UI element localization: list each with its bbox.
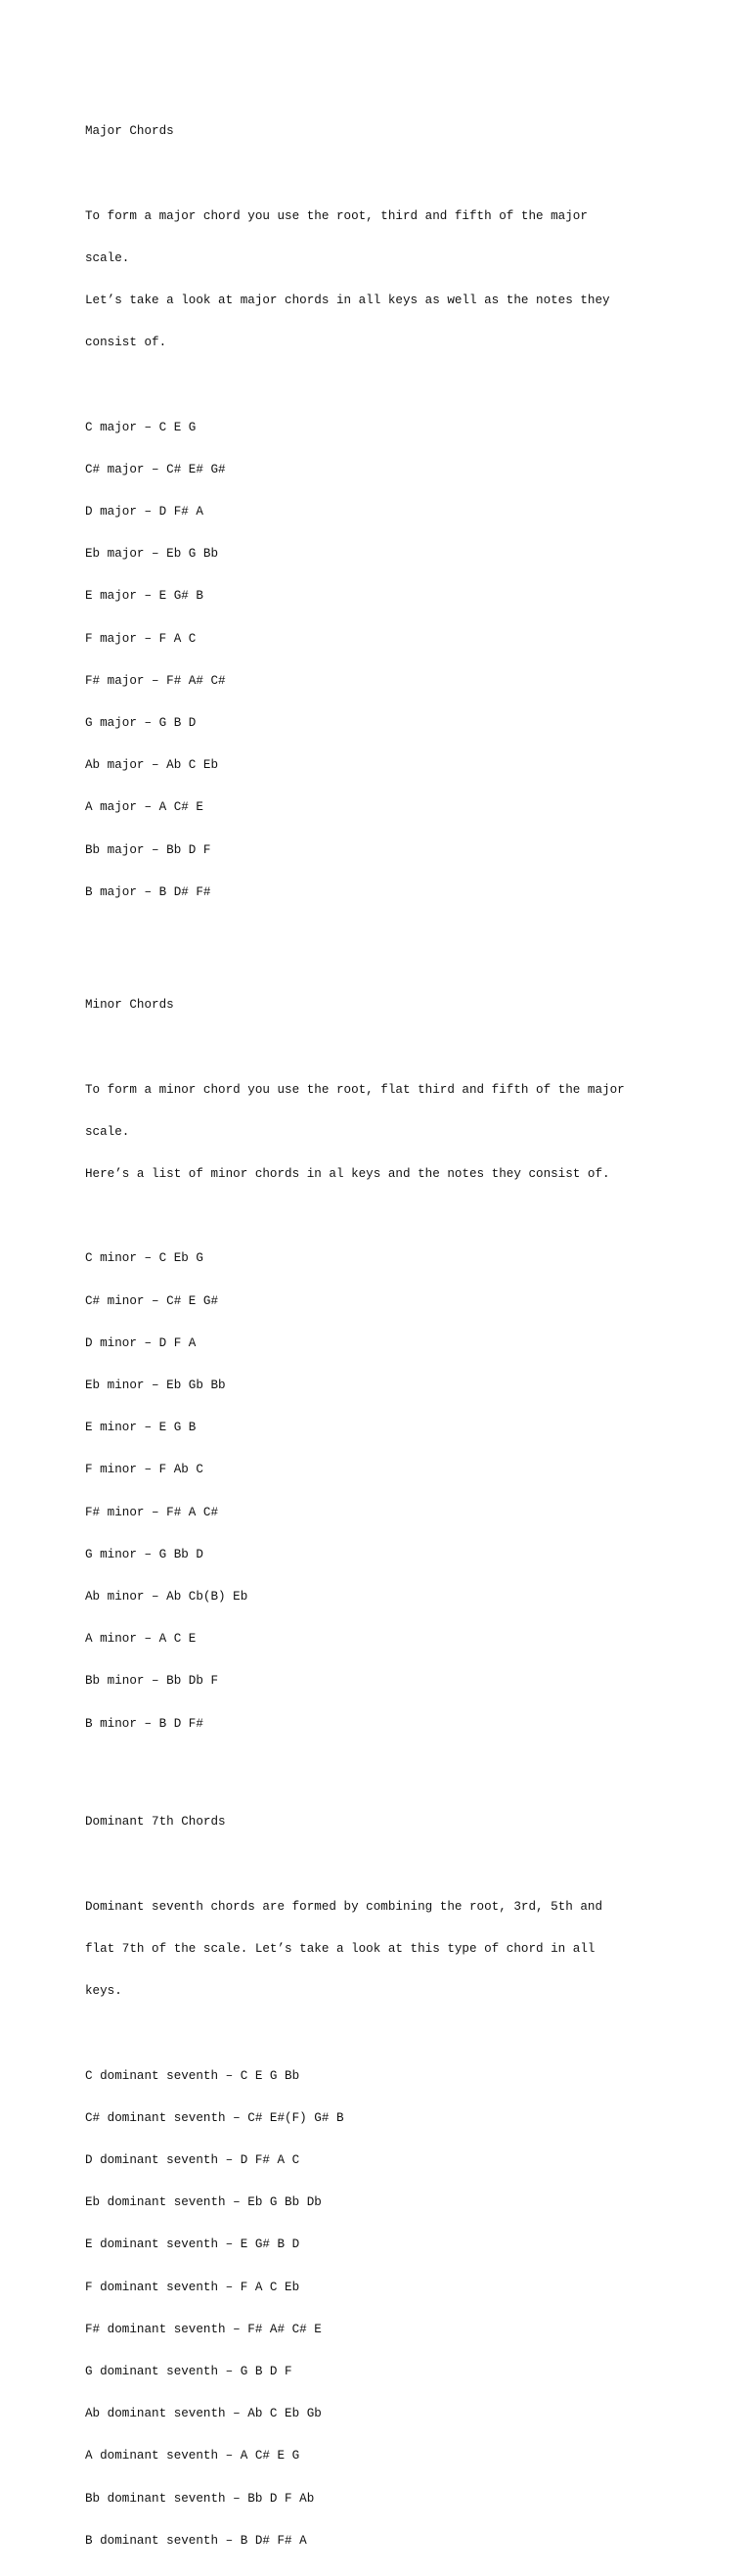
minor-intro-line: Here’s a list of minor chords in al keys and the notes they consist of.: [85, 1166, 610, 1181]
minor-chord-item: E minor – E G B: [85, 1421, 197, 1435]
dominant-chord-item: Eb dominant seventh – Eb G Bb Db: [85, 2195, 322, 2210]
major-chord-item: A major – A C# E: [85, 800, 203, 815]
spacer: [85, 166, 711, 180]
minor-chord-item: Bb minor – Bb Db F: [85, 1674, 219, 1689]
spacer: [85, 927, 711, 956]
dominant-chord-item: F# dominant seventh – F# A# C# E: [85, 2322, 322, 2336]
minor-chord-item: C# minor – C# E G#: [85, 1293, 219, 1308]
dominant-chord-item: B dominant seventh – B D# F# A: [85, 2533, 307, 2548]
major-chord-item: Bb major – Bb D F: [85, 842, 211, 857]
minor-chord-item: A minor – A C E: [85, 1632, 197, 1647]
dominant-seventh-heading: Dominant 7th Chords: [85, 1815, 226, 1830]
dominant-chord-item: A dominant seventh – A C# E G: [85, 2449, 300, 2463]
major-intro-line: scale.: [85, 250, 130, 265]
dominant-chord-item: C dominant seventh – C E G Bb: [85, 2068, 300, 2083]
major-chords-heading: Major Chords: [85, 124, 174, 139]
minor-intro-line: To form a minor chord you use the root, flat third and fifth of the major: [85, 1082, 625, 1097]
minor-chord-item: Eb minor – Eb Gb Bb: [85, 1378, 226, 1392]
major-chord-item: B major – B D# F#: [85, 884, 211, 899]
major-chord-item: E major – E G# B: [85, 589, 203, 604]
spacer: [85, 1209, 711, 1223]
dominant-chord-item: Bb dominant seventh – Bb D F Ab: [85, 2491, 315, 2506]
document-page: [85, 82, 711, 2576]
major-chord-item: Eb major – Eb G Bb: [85, 547, 219, 562]
spacer: [85, 1759, 711, 1773]
spacer: [85, 2026, 711, 2040]
minor-chord-item: B minor – B D F#: [85, 1716, 203, 1731]
spacer: [85, 378, 711, 391]
dominant-chord-item: E dominant seventh – E G# B D: [85, 2237, 300, 2252]
dominant-chord-item: G dominant seventh – G B D F: [85, 2365, 292, 2378]
dominant-chord-item: Ab dominant seventh – Ab C Eb Gb: [85, 2407, 322, 2421]
major-chord-item: D major – D F# A: [85, 505, 203, 520]
major-chord-item: F# major – F# A# C#: [85, 673, 226, 688]
dominant-intro-line: keys.: [85, 1984, 122, 1999]
minor-chord-item: F minor – F Ab C: [85, 1463, 203, 1477]
major-intro-line: consist of.: [85, 336, 167, 350]
minor-chord-item: G minor – G Bb D: [85, 1547, 203, 1561]
major-chord-item: F major – F A C: [85, 631, 197, 646]
major-intro-line: Let’s take a look at major chords in all keys as well as the notes they: [85, 294, 610, 308]
dominant-chord-item: F dominant seventh – F A C Eb: [85, 2280, 300, 2294]
major-intro-line: To form a major chord you use the root, third and fifth of the major: [85, 208, 588, 223]
major-chord-item: C major – C E G: [85, 420, 197, 434]
dominant-intro-line: Dominant seventh chords are formed by combining the root, 3rd, 5th and: [85, 1899, 603, 1914]
minor-chord-item: C minor – C Eb G: [85, 1251, 203, 1266]
spacer: [85, 1858, 711, 1872]
minor-chord-item: F# minor – F# A C#: [85, 1505, 219, 1519]
minor-chord-item: D minor – D F A: [85, 1335, 197, 1350]
major-chord-item: Ab major – Ab C Eb: [85, 758, 219, 773]
major-chord-item: G major – G B D: [85, 716, 197, 731]
minor-chords-heading: Minor Chords: [85, 998, 174, 1013]
minor-intro-line: scale.: [85, 1124, 130, 1139]
dominant-chord-item: D dominant seventh – D F# A C: [85, 2152, 300, 2167]
dominant-chord-item: C# dominant seventh – C# E#(F) G# B: [85, 2110, 344, 2125]
spacer: [85, 1040, 711, 1054]
minor-chord-item: Ab minor – Ab Cb(B) Eb: [85, 1589, 248, 1604]
major-chord-item: C# major – C# E# G#: [85, 462, 226, 476]
dominant-intro-line: flat 7th of the scale. Let’s take a look at this type of chord in all: [85, 1941, 596, 1956]
